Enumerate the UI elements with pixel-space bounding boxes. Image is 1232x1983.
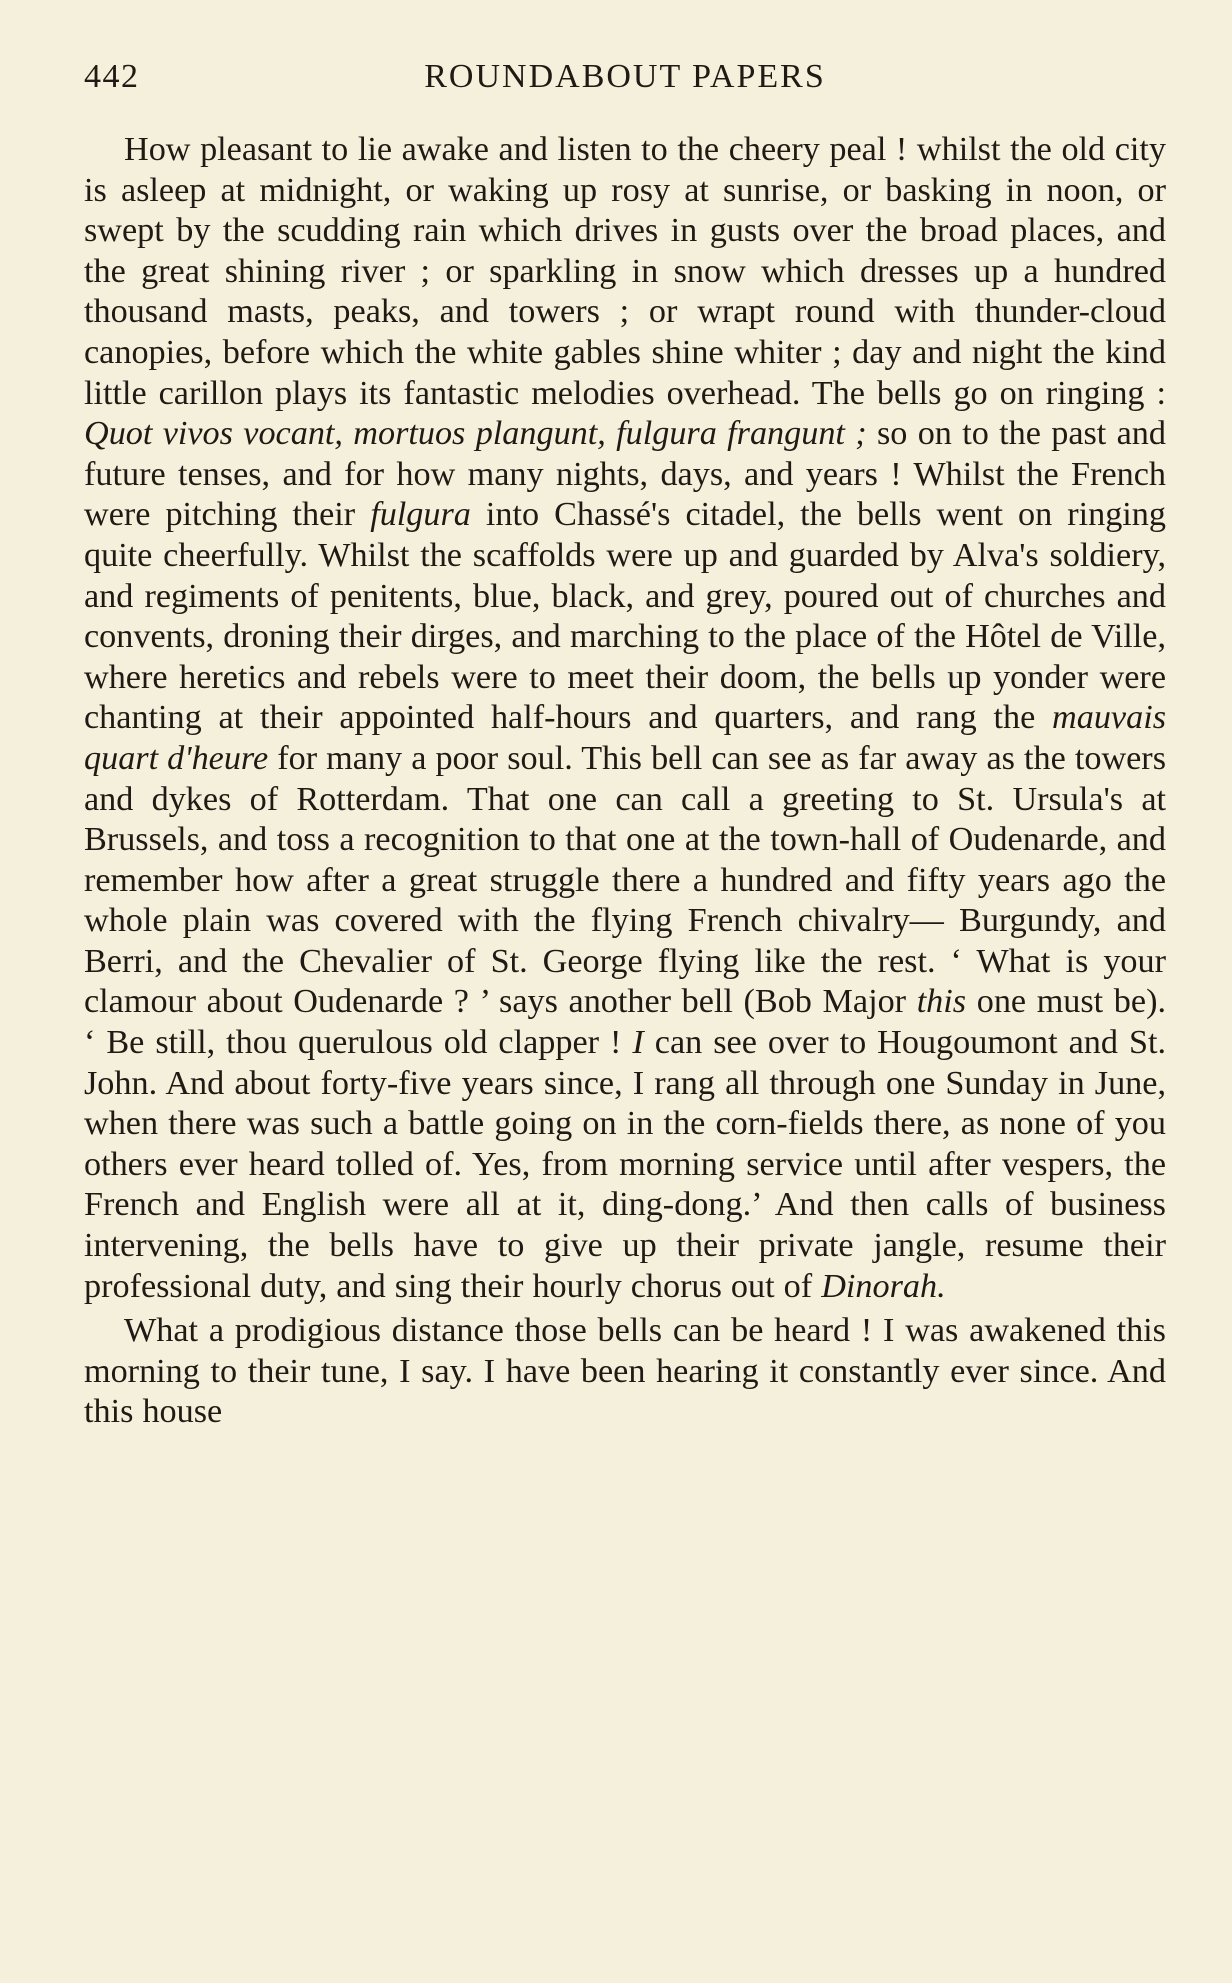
body-text <box>84 130 1166 1433</box>
italic-i: I <box>632 1024 644 1062</box>
paragraph-1-text-f: can see over to Hougoumont and St. John. And about forty-five years since, I rang all through one Sunday in June, when there was such a battle going on in the corn-fields there, as none of you others ever heard tolled of. Yes, from morning service until after vespers, the French and English were all at it, ding-dong.’ And then calls of business intervening, the bells have to give up their private jangle, resume their professional duty, and sing their hourly chorus out of <box>84 1024 1167 1305</box>
running-title: ROUNDABOUT PAPERS <box>424 58 826 95</box>
paragraph-1-text-a: How pleasant to lie awake and listen to the cheery peal ! whilst the old city is asleep at midnight, or waking up rosy at sunrise, or basking in noon, or swept by the scudding rain which drives in gusts over the broad places, and the great shining river ; or sparkling in snow which dresses up a hundred thousand masts, peaks, and towers ; or wrapt round with thunder-cloud canopies, before which the white gables shine whiter ; day and night the kind little carillon plays its fantastic melodies overhead. The bells go on ringing : <box>84 131 1166 412</box>
paragraph-1-text-d: for many a poor soul. This bell can see as far away as the towers and dykes of Rotterdam. That one can call a greeting to St. Ursula's at Brussels, and toss a recognition to that one at the town-hall of Oudenarde, and remember how after a great struggle there a hundred and fifty years ago the whole plain was covered with the flying French chivalry— Burgundy, and Berri, and the Chevalier of St. George flying like the rest. ‘ What is your clamour about Oudenarde ? ’ says another bell (Bob Major <box>84 739 1166 1021</box>
italic-fulgura: fulgura <box>370 496 471 534</box>
italic-this: this <box>916 983 967 1021</box>
page-number: 442 <box>84 58 140 95</box>
italic-mauvais-quart: mauvais quart d'heure <box>84 699 1166 777</box>
italic-dinorah: Dinorah. <box>821 1267 946 1305</box>
paragraph-1 <box>84 130 1166 1307</box>
latin-inscription: Quot vivos vocant, mortuos plangunt, fulgura frangunt ; <box>84 415 867 453</box>
paragraph-2-text: What a prodigious distance those bells can be heard ! I was awakened this morning to their tune, I say. I have been hearing it constantly ever since. And this house <box>84 1312 1166 1431</box>
paragraph-1-text-e: one must be). ‘ Be still, thou querulous old clapper ! <box>84 983 1166 1062</box>
book-page <box>84 58 1166 1928</box>
paragraph-1-text-b: so on to the past and future tenses, and for how many nights, days, and years ! Whilst the French were pitching their <box>84 415 1166 534</box>
paragraph-1-text-c: into Chassé's citadel, the bells went on ringing quite cheerfully. Whilst the scaffolds were up and guarded by Alva's soldiery, and regiments of penitents, blue, black, and grey, poured out of churches and convents, droning their dirges, and marching to the place of the Hôtel de Ville, where heretics and rebels were to meet their doom, the bells up yonder were chanting at their appointed half-hours and quarters, and rang the <box>84 496 1166 737</box>
running-head <box>84 58 1166 108</box>
paragraph-2 <box>84 1311 1166 1433</box>
